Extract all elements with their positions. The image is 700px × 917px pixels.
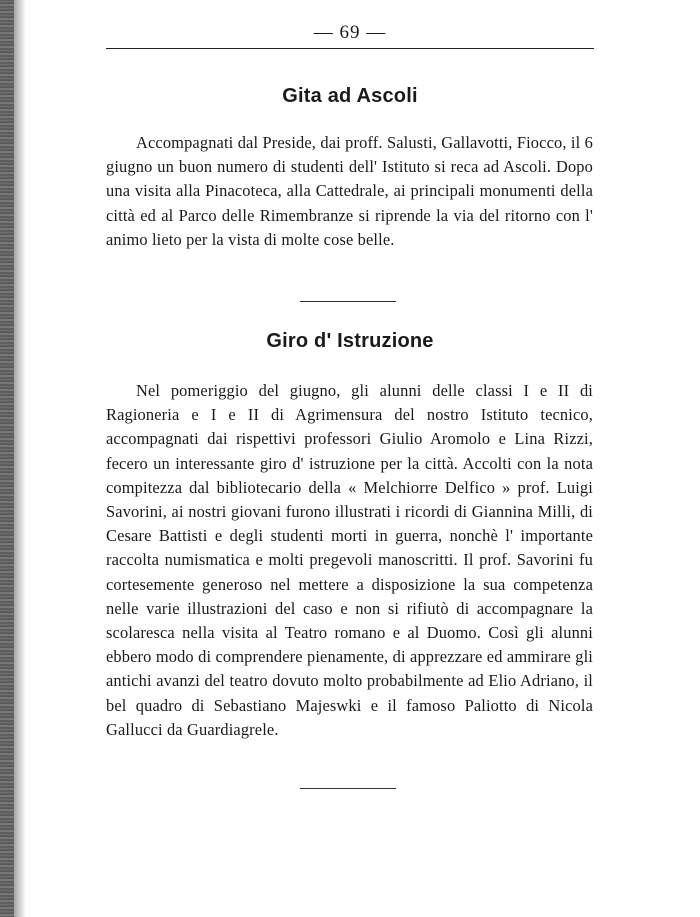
page-binding-edge <box>0 0 14 917</box>
section-body-giro-d-istruzione: Nel pomeriggio del giugno, gli alunni delle classi I e II di Ragioneria e I e II di Agrimensura del nostro Istituto tecnico, accompagnati dai rispettivi professori Giulio Aromolo e Lina Rizzi, fecero un interessante giro d' istruzione per la città. Accolti con la nota compitezza dal bibliotecario della « Melchiorre Delfico » prof. Luigi Savorini, ai nostri giovani furono illustrati i ricordi di Giannina Milli, di Cesare Battisti e degli studenti morti in guerra, nonchè l' importante raccolta numismatica e molti pregevoli manoscritti. Il prof. Savorini fu cortesemente generoso nel mettere a disposizione la sua competenza nelle varie illustrazioni del caso e non si rifiutò di accompagnare la scolaresca nella visita al Teatro romano e al Duomo. Così gli alunni ebbero modo di comprendere pienamente, di apprezzare ed ammirare gli antichi avanzi del teatro dovuto molto probabilmente ad Elio Adriano, il bel quadro di Sebastiano Majeswki e il famoso Paliotto di Nicola Gallucci da Guardiagrele. <box>106 381 593 739</box>
binding-shadow <box>14 0 26 917</box>
page-number: — 69 — <box>313 22 387 43</box>
section-title-gita-ad-ascoli: Gita ad Ascoli <box>282 85 418 107</box>
header-rule <box>106 48 594 49</box>
section-divider <box>300 301 396 302</box>
end-divider <box>300 788 396 789</box>
section-body-gita-ad-ascoli: Accompagnati dal Preside, dai proff. Salusti, Gallavotti, Fiocco, il 6 giugno un buon numero di studenti dell' Istituto si reca ad Ascoli. Dopo una visita alla Pinacoteca, alla Cattedrale, ai principali monumenti della città ed al Parco delle Rimembranze si riprende la via del ritorno con l' animo lieto per la vista di molte cose belle. <box>106 133 593 249</box>
section-title-giro-d-istruzione: Giro d' Istruzione <box>266 330 434 352</box>
